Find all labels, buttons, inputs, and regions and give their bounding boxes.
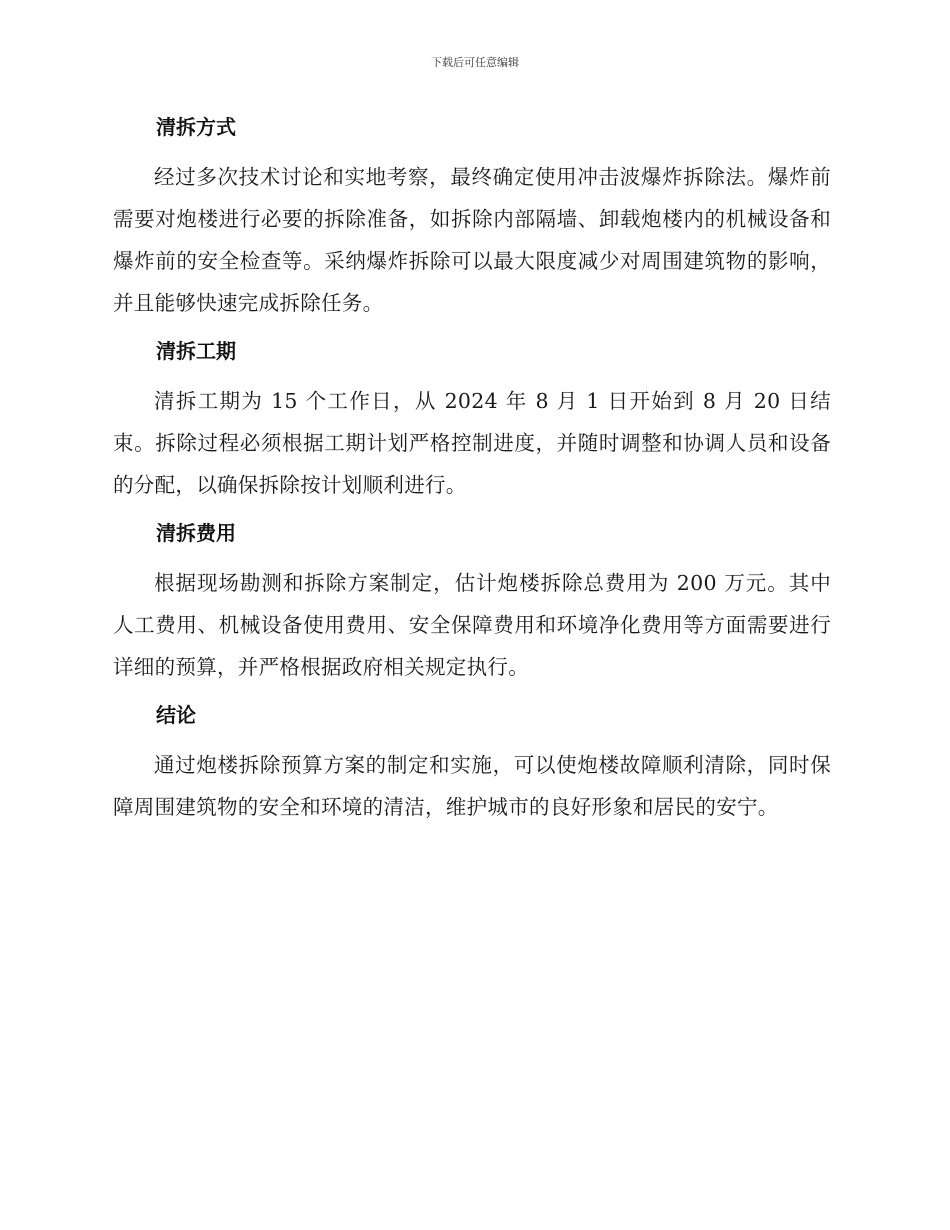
section-paragraph: 清拆工期为 15 个工作日，从 2024 年 8 月 1 日开始到 8 月 20 日结束。拆除过程必须根据工期计划严格控制进度，并随时调整和协调人员和设备的分配，以确保拆除按计划顺利进行。 (113, 389, 831, 497)
section-conclusion (113, 700, 831, 828)
section-paragraph: 通过炮楼拆除预算方案的制定和实施，可以使炮楼故障顺利清除，同时保障周围建筑物的安全和环境的清洁，维护城市的良好形象和居民的安宁。 (113, 753, 831, 819)
section-demolition-cost (113, 518, 831, 688)
section-paragraph: 经过多次技术讨论和实地考察，最终确定使用冲击波爆炸拆除法。爆炸前需要对炮楼进行必要的拆除准备，如拆除内部隔墙、卸载炮楼内的机械设备和爆炸前的安全检查等。采纳爆炸拆除可以最大限度减少对周围建筑物的影响，并且能够快速完成拆除任务。 (113, 165, 831, 315)
section-paragraph: 根据现场勘测和拆除方案制定，估计炮楼拆除总费用为 200 万元。其中人工费用、机械设备使用费用、安全保障费用和环境净化费用等方面需要进行详细的预算，并严格根据政府相关规定执行。 (113, 571, 831, 679)
section-heading: 清拆工期 (156, 339, 236, 363)
section-demolition-schedule (113, 336, 831, 506)
section-heading: 清拆费用 (156, 521, 236, 545)
section-demolition-method (113, 112, 831, 324)
page-header: 下载后可任意编辑 (431, 56, 519, 69)
document-content (113, 112, 831, 840)
section-heading: 结论 (156, 703, 196, 727)
section-heading: 清拆方式 (156, 115, 236, 139)
